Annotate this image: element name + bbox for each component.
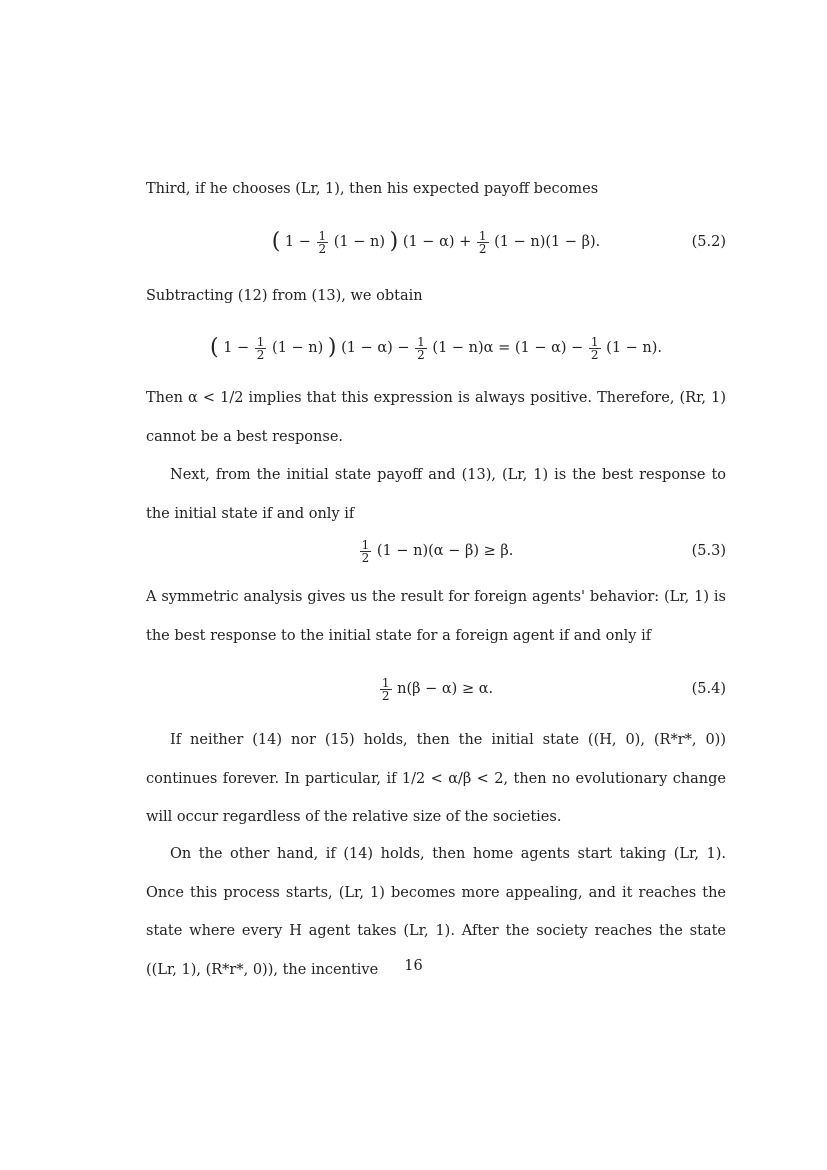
paragraph-next-initial-state: Next, from the initial state payoff and (13), (Lr, 1) is the best response to the initial state if and only if xyxy=(146,467,726,522)
eq-term: n(β − α) ≥ α. xyxy=(397,681,494,697)
eq-term: (1 − n). xyxy=(606,340,663,356)
paragraph-if-neither: If neither (14) nor (15) holds, then the initial state ((H, 0), (R*r*, 0)) continues forever. In particular, if 1/2 < α/β < 2, then no evolutionary change will occur regardless of the relative size of the societies. xyxy=(146,732,726,825)
fraction-half xyxy=(317,230,329,255)
eq-term: (1 − n)(α − β) ≥ β. xyxy=(376,543,514,559)
frac-num: 1 xyxy=(361,537,370,552)
paragraph-third-choice: Third, if he chooses (Lr, 1), then his expected payoff becomes xyxy=(146,181,599,197)
page-number: 16 xyxy=(404,958,423,974)
frac-num: 1 xyxy=(417,334,425,349)
eq-term: (1 − n) xyxy=(272,340,324,356)
fraction-half xyxy=(380,677,392,702)
frac-den: 2 xyxy=(478,241,487,256)
eq-paren: ) xyxy=(389,229,399,254)
frac-num: 1 xyxy=(478,228,487,243)
equation-5-4-expression xyxy=(146,669,726,709)
eq-paren: ) xyxy=(327,335,337,360)
eq-term: (1 − α) − xyxy=(341,340,410,356)
eq-term: (1 − α) + xyxy=(402,234,472,250)
equation-number: (5.2) xyxy=(691,234,726,250)
frac-den: 2 xyxy=(361,550,370,565)
equation-subtraction-expression xyxy=(146,328,726,368)
equation-5-4 xyxy=(146,669,726,709)
eq-term: (1 − n) xyxy=(333,234,385,250)
eq-paren: ( xyxy=(271,229,281,254)
fraction-half xyxy=(255,336,267,361)
paragraph-then-alpha: Then α < 1/2 implies that this expression is always positive. Therefore, (Rr, 1) cannot be a best response. xyxy=(146,390,726,445)
eq-term: 1 − xyxy=(284,234,311,250)
equation-5-3 xyxy=(146,531,726,571)
frac-den: 2 xyxy=(417,347,425,362)
eq-term: (1 − n)α = (1 − α) − xyxy=(432,340,584,356)
frac-num: 1 xyxy=(318,228,327,243)
frac-den: 2 xyxy=(256,347,265,362)
eq-term: 1 − xyxy=(223,340,250,356)
paragraph-symmetric-analysis: A symmetric analysis gives us the result for foreign agents' behavior: (Lr, 1) is the best response to the initial state for a foreign agent if and only if xyxy=(146,589,726,644)
frac-den: 2 xyxy=(381,688,390,703)
fraction-half xyxy=(477,230,489,255)
frac-den: 2 xyxy=(590,347,599,362)
frac-num: 1 xyxy=(590,334,599,349)
fraction-half xyxy=(360,539,372,564)
paragraph-subtracting: Subtracting (12) from (13), we obtain xyxy=(146,288,423,304)
frac-num: 1 xyxy=(256,334,265,349)
equation-5-2 xyxy=(146,222,726,262)
equation-number: (5.3) xyxy=(691,543,726,559)
fraction-half xyxy=(415,336,427,361)
equation-5-3-expression xyxy=(146,531,726,571)
eq-paren: ( xyxy=(209,335,219,360)
equation-number: (5.4) xyxy=(691,681,726,697)
fraction-half xyxy=(589,336,601,361)
equation-subtraction xyxy=(146,328,726,368)
frac-num: 1 xyxy=(381,675,390,690)
equation-5-2-expression xyxy=(146,222,726,262)
eq-term: (1 − n)(1 − β). xyxy=(494,234,601,250)
paragraph-on-the-other-hand: On the other hand, if (14) holds, then home agents start taking (Lr, 1). Once this process starts, (Lr, 1) becomes more appealing, and it reaches the state where every H agent takes (Lr, 1). After the society reaches the state ((Lr, 1), (R*r*, 0)), the incentive xyxy=(146,846,726,978)
frac-den: 2 xyxy=(318,241,327,256)
